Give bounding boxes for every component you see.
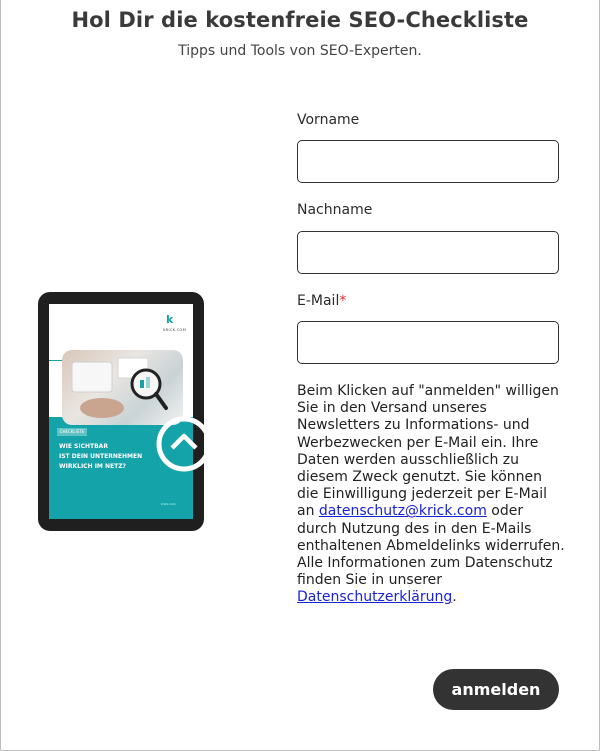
email-input[interactable] bbox=[297, 321, 559, 364]
firstname-input[interactable] bbox=[297, 140, 559, 183]
krick-logo: k bbox=[166, 313, 174, 326]
chevron-up-icon bbox=[156, 416, 216, 476]
checklist-badge: CHECKLISTE bbox=[57, 428, 87, 436]
tablet-footer: krick.com bbox=[161, 502, 176, 506]
consent-text: Beim Klicken auf "anmelden" willigen Sie in den Versand unseres Newsletters zu Informations- und Werbezwecken per E-Mail ein. Ihre Daten werden ausschließlich zu diesem Zweck genutzt. Sie können die Einwilligung jederzeit per E-Mail an datenschutz@krick.com oder durch Nutzung des in den E-Mails enthaltenen Abmeldelinks widerrufen. Alle Informationen zum Datenschutz finden Sie in unserer Datenschutzerklärung. bbox=[297, 383, 565, 606]
firstname-label: Vorname bbox=[297, 112, 360, 128]
checklist-tablet-image bbox=[38, 292, 204, 531]
lastname-input[interactable] bbox=[297, 231, 559, 274]
submit-button[interactable]: anmelden bbox=[433, 669, 559, 710]
email-label: E-Mail* bbox=[297, 293, 347, 309]
privacy-email-link[interactable]: datenschutz@krick.com bbox=[318, 503, 487, 520]
tablet-photo bbox=[62, 350, 183, 425]
krick-logo-text: KRICK.COM bbox=[163, 328, 187, 332]
page-title: Hol Dir die kostenfreie SEO-Checkliste bbox=[71, 8, 529, 32]
required-mark: * bbox=[339, 293, 347, 309]
tablet-screen bbox=[49, 304, 193, 519]
lastname-label: Nachname bbox=[297, 202, 373, 218]
magnifier-icon bbox=[62, 350, 183, 425]
tablet-headline: WIE SICHTBAR IST DEIN UNTERNEHMEN WIRKLICH IM NETZ? bbox=[59, 443, 143, 470]
page-subtitle: Tipps und Tools von SEO-Experten. bbox=[178, 43, 422, 59]
privacy-policy-link[interactable]: Datenschutzerklärung bbox=[297, 589, 453, 606]
